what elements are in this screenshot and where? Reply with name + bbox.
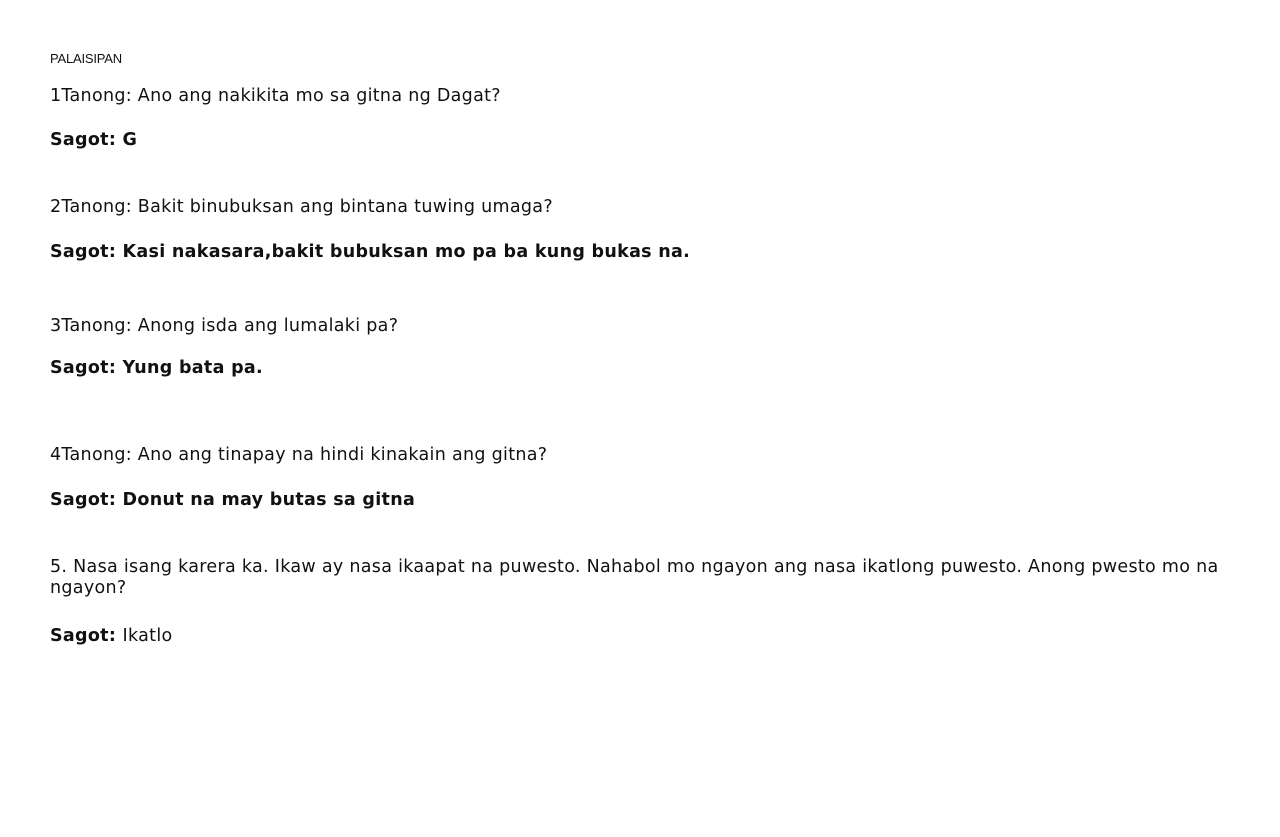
answer-3 [50,358,263,379]
question-1: 1Tanong: Ano ang nakikita mo sa gitna ng Dagat? [50,86,501,106]
answer-label: Sagot: [50,626,117,646]
answer-label: Sagot: [50,242,117,262]
question-5: 5. Nasa isang karera ka. Ikaw ay nasa ikaapat na puwesto. Nahabol mo ngayon ang nasa ikatlong puwesto. Anong pwesto mo na ngayon? [50,557,1219,598]
question-2: 2Tanong: Bakit binubuksan ang bintana tuwing umaga? [50,197,553,217]
question-3: 3Tanong: Anong isda ang lumalaki pa? [50,316,399,336]
answer-text: Kasi nakasara,bakit bubuksan mo pa ba kung bukas na. [122,242,691,262]
question-4: 4Tanong: Ano ang tinapay na hindi kinakain ang gitna? [50,445,548,465]
answer-4 [50,490,415,511]
answer-text: Donut na may butas sa gitna [122,490,416,510]
answer-text: Ikatlo [122,626,173,646]
answer-label: Sagot: [50,130,117,150]
answer-2 [50,242,690,263]
answer-text: Yung bata pa. [122,358,263,378]
document-title: PALAISIPAN [50,51,122,66]
answer-5 [50,626,173,647]
answer-1 [50,130,137,151]
answer-text: G [122,130,138,150]
answer-label: Sagot: [50,358,117,378]
answer-label: Sagot: [50,490,117,510]
